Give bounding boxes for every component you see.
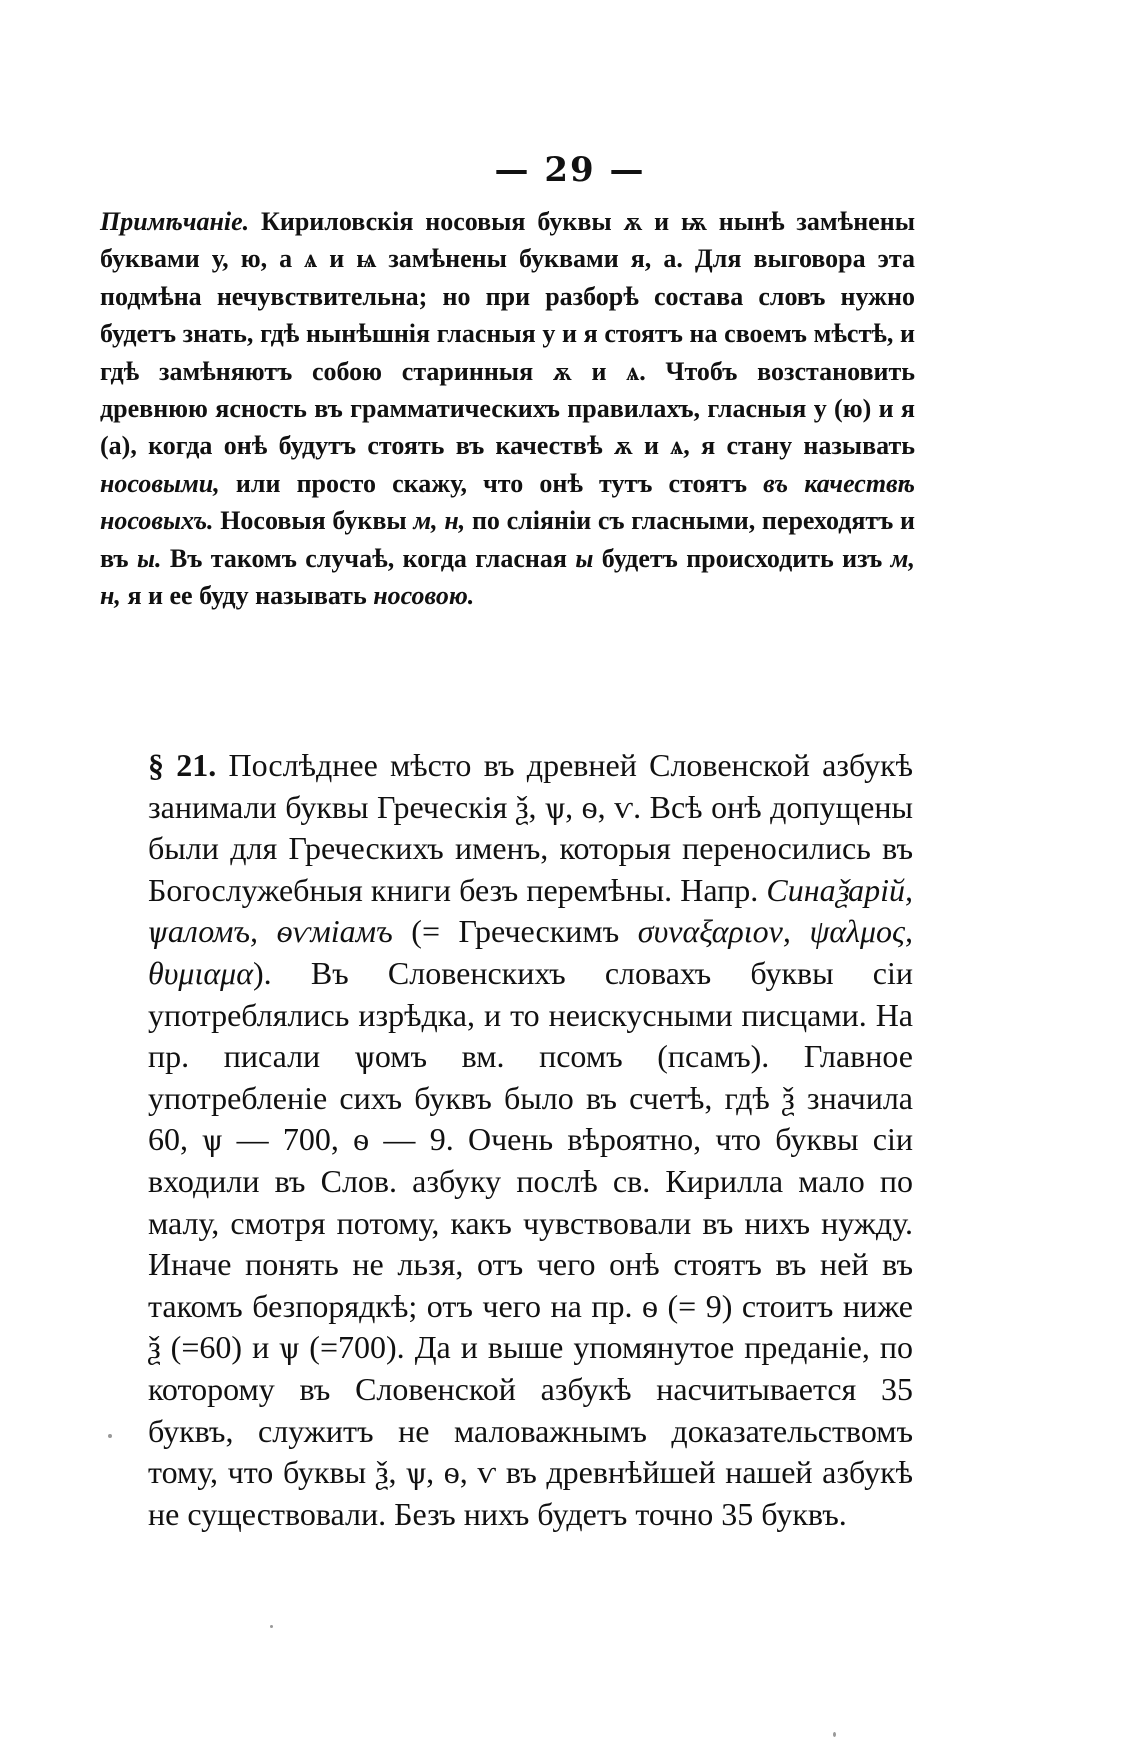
note-label: Примѣчаніе. — [100, 207, 250, 236]
note-italic-letter-y: ы. — [136, 543, 162, 573]
section-text-2: (= Греческимъ — [392, 913, 638, 950]
note-body — [100, 207, 915, 610]
section-italic-greek-examples: συναξαριον, ψαλμος, θυμιαμα — [148, 913, 914, 991]
note-text-2: или просто скажу, что онѣ тутъ стоятъ — [219, 468, 764, 498]
note-italic-nasal: носовою. — [373, 581, 475, 611]
note-italic-nasal-pl: носовыми, — [100, 468, 220, 498]
note-text-5: Въ такомъ случаѣ, когда гласная — [161, 543, 576, 573]
section-text-3: ). Въ Словенскихъ словахъ буквы сіи употреблялись изрѣдка, и то неискусными писцами. На пр. писали ѱомъ вм. псомъ (псамъ). Главное употребленіе сихъ буквъ было въ счетѣ, гдѣ ѯ значила 60, ѱ — 700, ѳ — 9. Очень вѣроятно, что буквы сіи входили въ Слов. азбуку послѣ св. Кирилла мало по малу, смотря потому, какъ чувствовали въ нихъ нужду. Иначе понять не льзя, отъ чего онѣ стоятъ въ ней въ такомъ безпорядкѣ; отъ чего на пр. ѳ (= 9) стоитъ ниже ѯ (=60) и ѱ (=700). Да и выше упомянутое преданіе, по которому въ Словенской азбукѣ насчитывается 35 буквъ, служитъ не маловажнымъ доказательствомъ тому, что буквы ѯ, ѱ, ѳ, ѵ въ древнѣйшей нашей азбукѣ не существовали. Безъ нихъ будетъ точно 35 буквъ. — [148, 954, 913, 1532]
section-number: § 21. — [148, 747, 217, 783]
note-italic-letter-y2: ы — [575, 543, 594, 573]
page-number: — 29 — — [494, 150, 646, 190]
note-text-6: будетъ происходить изъ — [593, 543, 891, 573]
paper-speck — [833, 1732, 836, 1737]
note-text-1: Кириловскія носовыя буквы ѫ и ѭ нынѣ замѣнены буквами у, ю, а ѧ и ѩ замѣнены буквами я, а. Для выговора эта подмѣна нечувствительна; но при разборѣ состава словъ нужно будетъ знать, гдѣ нынѣшнія гласныя у и я стоятъ на своемъ мѣстѣ, и гдѣ замѣняютъ собою старинныя ѫ и ѧ. Чтобъ возстановить древнюю ясность въ грамматическихъ правилахъ, гласныя у (ю) и я (а), когда онѣ будутъ стоять въ качествѣ ѫ и ѧ, я стану называть — [100, 207, 915, 461]
note-italic-letters-mn: м, н, — [413, 506, 466, 536]
section-text-1: Послѣднее мѣсто въ древней Словенской азбукѣ занимали буквы Греческія ѯ, ѱ, ѳ, ѵ. Всѣ онѣ допущены были для Греческихъ именъ, которыя переносились въ Богослужебныя книги безъ перемѣны. Напр. — [148, 747, 914, 908]
paper-speck — [270, 1625, 273, 1628]
note-text-3: Носовыя буквы — [213, 506, 414, 536]
section-italic-slavonic-examples: Синаѯарій, ѱаломъ, ѳѵміамъ — [148, 871, 913, 950]
note-text-4: по сліяніи съ гласными, переходятъ и въ — [100, 506, 915, 573]
note-italic-as-nasal: въ качествѣ носовыхъ. — [100, 468, 915, 536]
note-paragraph — [100, 203, 915, 614]
paper-speck — [108, 1434, 112, 1438]
note-italic-letters-mn2: м, н, — [100, 543, 915, 611]
section-21-paragraph — [148, 745, 913, 1535]
note-text-7: я и ее буду называть — [120, 581, 374, 611]
